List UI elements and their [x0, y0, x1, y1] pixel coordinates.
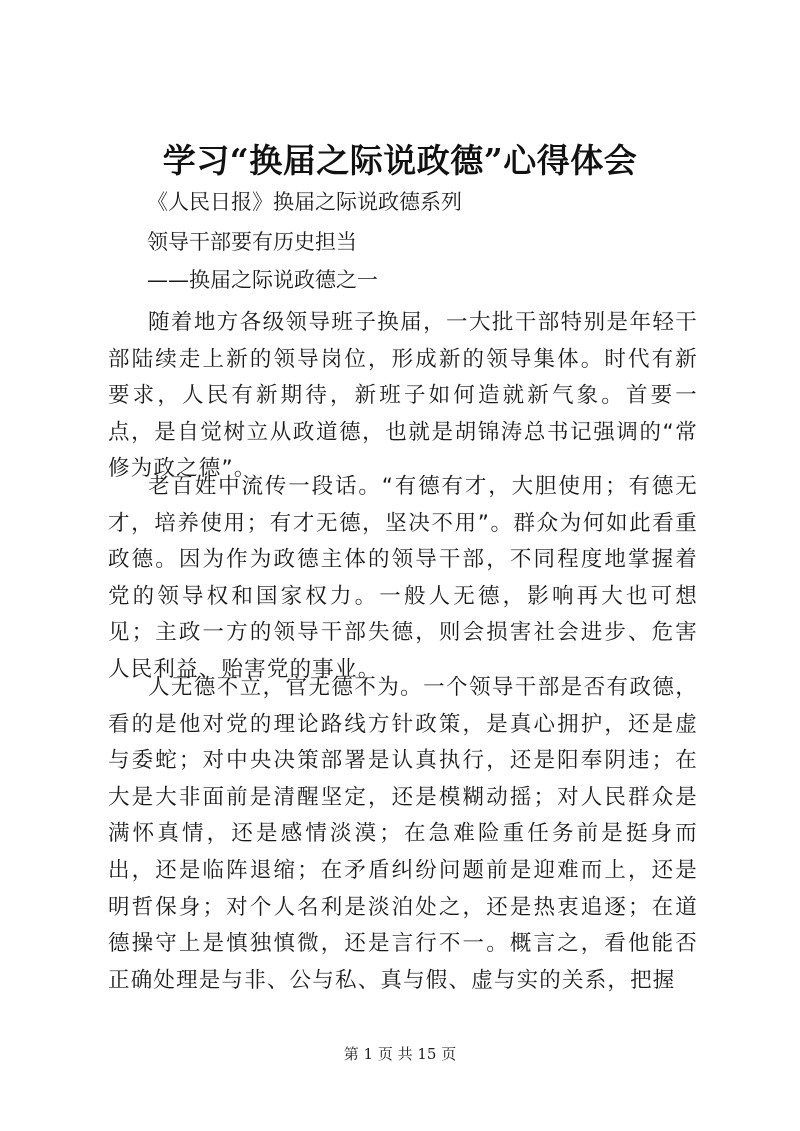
page-number-footer: 第 1 页 共 15 页 [343, 1045, 457, 1063]
document-title: 学习“换届之际说政德”心得体会 [162, 141, 638, 180]
article-headline: 领导干部要有历史担当 [147, 230, 357, 254]
paragraph-2: 老百姓中流传一段话。“有德有才，大胆使用；有德无才，培养使用；有才无德，坚决不用”。群众为何如此看重政德。因为作为政德主体的领导干部，不同程度地掌握着党的领导权和国家权力。一般人无德，影响再大也可想见；主政一方的领导干部失德，则会损害社会进步、危害人民利益、贻害党的事业。 [108, 474, 698, 682]
series-line: ——换届之际说政德之一 [147, 268, 378, 292]
source-line: 《人民日报》换届之际说政德系列 [147, 190, 462, 214]
paragraph-3: 人无德不立，官无德不为。一个领导干部是否有政德，看的是他对党的理论路线方针政策，是真心拥护，还是虚与委蛇；对中央决策部署是认真执行，还是阳奉阴违；在大是大非面前是清醒坚定，还是模糊动摇；对人民群众是满怀真情，还是感情淡漠；在急难险重任务前是挺身而出，还是临阵退缩；在矛盾纠纷问题前是迎难而上，还是明哲保身；对个人名利是淡泊处之，还是热衷追逐；在道德操守上是慎独慎微，还是言行不一。概言之，看他能否正确处理是与非、公与私、真与假、虚与实的关系，把握 [108, 675, 698, 993]
paragraph-1: 随着地方各级领导班子换届，一大批干部特别是年轻干部陆续走上新的领导岗位，形成新的领导集体。时代有新要求，人民有新期待，新班子如何造就新气象。首要一点，是自觉树立从政道德，也就是胡锦涛总书记强调的“常修为政之德”。 [108, 310, 698, 482]
